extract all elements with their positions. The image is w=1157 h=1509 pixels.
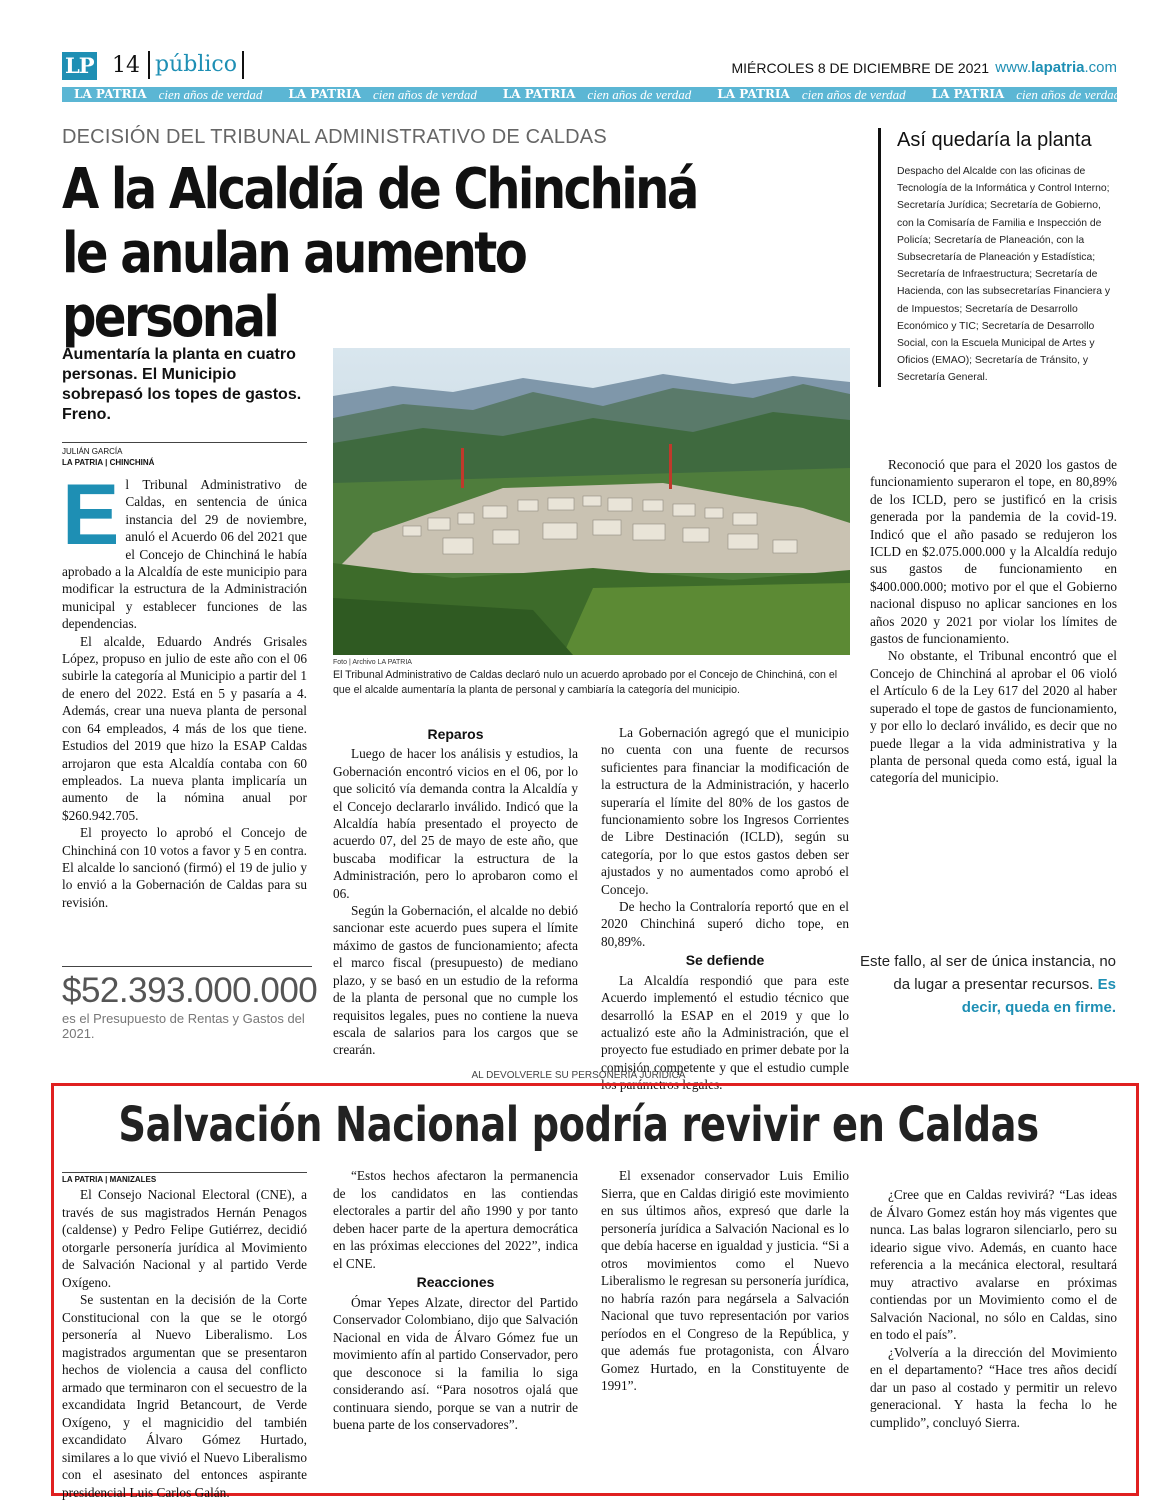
paragraph: “Estos hechos afectaron la permanencia de los candidatos en las contiendas electorales a partir del año 1990 y por tanto deben hacer parte de la apertura democrática en las próximas elecciones del 2022”, indica el CNE. (333, 1168, 578, 1271)
paragraph: Ómar Yepes Alzate, director del Partido Conservador Colombiano, dijo que Salvación Nacional en vida de Álvaro Gómez fue un movimiento afín al partido Conservador, pero que desconoce si la familia lo siga considerando así. “Para nosotros ojalá que continuara siendo, porque se van a nutrir de buena parte de los conservadores”. (333, 1294, 578, 1432)
subhead-reparos: Reparos (427, 726, 484, 742)
article-deck: Aumentaría la planta en cuatro personas. El Municipio sobrepasó los topes de gastos. Freno. (62, 346, 302, 423)
photo-credit: Foto | Archivo LA PATRIA (333, 659, 412, 666)
page-number: 14 (112, 53, 140, 78)
strip-slogan: cien años de verdad (372, 87, 477, 102)
headline-line-1: A la Alcaldía de Chinchiná (62, 157, 697, 222)
sidebar-box (878, 128, 1118, 387)
article2-headline: Salvación Nacional podría revivir en Caldas (118, 1097, 1039, 1153)
stat-label: es el Presupuesto de Rentas y Gastos del 2021. (62, 1011, 305, 1041)
byline-outlet: LA PATRIA | CHINCHINÁ (62, 458, 155, 467)
website-link[interactable] (995, 59, 1117, 76)
paragraph: La Alcaldía respondió que para este Acuerdo implementó el estudio técnico que desarrolló la ESAP en el 2019 y que lo actualizó este año la Administración, que el proyecto fue estudiado en primer debate por la comisión competente y que el estudio cumple los parámetros legales. (601, 972, 849, 1093)
issue-date: MIÉRCOLES 8 DE DICIEMBRE DE 2021 (731, 60, 989, 76)
paragraph: El alcalde, Eduardo Andrés Grisales López, propuso en julio de este año con el 06 subirle la categoría al Municipio a partir del 1 de enero del 2022. Está en 5 y pasaría a 4. Además, crear una nueva planta de personal con 64 empleados, 4 más de los que tiene. Estudios del 2019 que hizo la ESAP Caldas arrojaron que esta Alcaldía contaba con 60 empleados. La nueva planta implicaría un aumento de la nómina anual por $260.942.705. (62, 633, 307, 823)
subhead-se-defiende: Se defiende (685, 952, 765, 969)
subhead-reacciones: Reacciones (416, 1274, 495, 1290)
photo-caption: El Tribunal Administrativo de Caldas declaró nulo un acuerdo aprobado por el Concejo de Chinchiná, con el que el alcalde aumentaría la planta de personal y cambiaría la categoría del municipio. (333, 669, 838, 696)
web-prefix: www. (995, 59, 1032, 76)
article2-column-4 (870, 1186, 1117, 1431)
strip-brand: LA PATRIA (502, 87, 576, 101)
paragraph: El Consejo Nacional Electoral (CNE), a través de sus magistrados Hernán Penagos (caldense) y Pedro Felipe Gutiérrez, decidió otorgarle personería jurídica al Movimiento de Salvación Nacional y al partido Verde Oxígeno. (62, 1187, 307, 1290)
article2-byline: LA PATRIA | MANIZALES (62, 1172, 307, 1184)
paragraph: El proyecto lo aprobó el Concejo de Chinchiná con 10 votos a favor y 5 en contra. El alcalde lo sancionó (firmó) el 19 de julio y lo envió a la Gobernación de Caldas para su revisión. (62, 825, 307, 910)
dropcap: E (62, 467, 120, 563)
paragraph: El exsenador conservador Luis Emilio Sierra, que en Caldas dirigió este movimiento en sus últimos años, expresó que darle la personería jurídica a Salvación Nacional es lo que debía hacerse en igualdad y justicia. “Si a otros movimientos como el Nuevo Liberalismo le regresan su personería jurídica, no habría razón para negársela a Salvación Nacional que tuvo representación por varios períodos en el Congreso de la República, y que además fue protagonista, con Álvaro Gomez Hurtado, en la Constituyente de 1991”. (601, 1168, 849, 1393)
article2-column-2 (333, 1167, 578, 1432)
paragraph: ¿Cree que en Caldas revivirá? “Las ideas de Álvaro Gomez están hoy más vigentes que nunca. Las balas lograron silenciarlo, pero su ideario sigue vivo. Además, en cuanto hace referencia a la mecánica electoral, resultará muy atractivo avalarse en próximas contiendas por un Movimiento como el de Salvación Nacional, no sólo en Caldas, sino en todo el país”. (870, 1187, 1117, 1342)
article2-column-1 (62, 1186, 307, 1500)
strip-brand: LA PATRIA (717, 87, 790, 101)
strip-brand: LA PATRIA (931, 87, 1005, 101)
article-photo (333, 348, 850, 655)
strip-brand: LA PATRIA (288, 87, 361, 101)
paragraph-text: l Tribunal Administrativo de Caldas, en sentencia de única instancia del 29 de noviembre, anuló el Acuerdo 06 del 2021 que el Concejo de Chinchiná le había aprobado a la Alcaldía de este municipio para modificar la estructura de la Administración municipal y establecer funciones de las dependencias. (62, 477, 307, 632)
article-column-4 (870, 456, 1117, 787)
article-column-2 (333, 724, 578, 1059)
paragraph: Según la Gobernación, el alcalde no debió sancionar este acuerdo pues supera el límite máximo de gastos de funcionamiento; afecta el marco fiscal (presupuesto) de mediano plazo, y se basó en un estudio de la reforma de la planta de personal que no cumple los requisitos legales, pues no contiene la nueva escala de salarios para los cargos que se crearán. (333, 903, 578, 1058)
brand-strip (62, 87, 1121, 102)
web-brand: lapatria (1031, 59, 1085, 76)
strip-slogan: cien años de verdad (1016, 87, 1121, 102)
article2-column-3 (601, 1167, 849, 1447)
section-name: público (148, 51, 244, 79)
byline (62, 442, 307, 468)
paragraph: Se sustentan en la decisión de la Corte Constitucional con la que se le otorgó personería al Nuevo Liberalismo. Los magistrados argumentan que se presentaron hechos de violencia a causa del conflicto armado que terminaron con el secuestro de la excandidata Ingrid Betancourt, de Verde Oxígeno, y el magnicidio del también excandidato Álvaro Gómez Hurtado, similares a lo que vivió el Nuevo Liberalismo con el asesinato del entonces aspirante presidencial Luis Carlos Galán. (62, 1292, 307, 1500)
author-name: JULIÁN GARCÍA (62, 447, 123, 456)
logo: LP (62, 52, 97, 80)
pull-quote-text: Este fallo, al ser de única instancia, no da lugar a presentar recursos. (860, 953, 1116, 993)
strip-slogan: cien años de verdad (801, 87, 906, 102)
paragraph: De hecho la Contraloría reportó que en el 2020 Chinchiná superó dicho tope, en 80,89%. (601, 899, 849, 949)
stat-value: $52.393.000.000 (62, 971, 318, 1010)
strip-brand: LA PATRIA (74, 87, 147, 101)
paragraph (62, 467, 307, 633)
strip-slogan: cien años de verdad (587, 87, 692, 102)
masthead (62, 50, 1117, 86)
paragraph: Luego de hacer los análisis y estudios, la Gobernación encontró vicios en el 06, por lo que solicitó vía demanda contra la Alcaldía y el Concejo declararlo inválido. Indicó que la Alcaldía había presentado el proyecto de acuerdo 07, del 25 de mayo de este año, que buscaba modificar la estructura de la Administración, pero lo aprobaron como el 06. (333, 746, 578, 901)
article-kicker: DECISIÓN DEL TRIBUNAL ADMINISTRATIVO DE CALDAS (62, 126, 607, 148)
sidebar-body: Despacho del Alcalde con las oficinas de Tecnología de la Informática y Control Interno; Secretaría Jurídica; Secretaría de Gobierno, con la Comisaría de Familia e Inspección de Policía; Secretaría de Planeación, con la Subsecretaría de Planeación y Estadística; Secretaría de Infraestructura; Secretaría de Hacienda, con las subsecretarías Financiera y de Impuestos; Secretaría de Desarrollo Económico y TIC; Secretaría de Desarrollo Social, con la Escuela Municipal de Artes y Oficios (EMAO); Secretaría de Tránsito, y Secretaría General. (897, 166, 1111, 384)
paragraph: La Gobernación agregó que el municipio no cuenta con una fuente de recursos suficientes para financiar la modificación de la estructura de la Administración, y hacerlo superaría el límite del 80% de los gastos de funcionamiento sobre los Ingresos Corrientes de Libre Destinación (ICLD), según su categoría, por lo que estos gastos deben ser ajustados y no aumentados como aprobó el Concejo. (601, 725, 849, 897)
paragraph: Reconoció que para el 2020 los gastos de funcionamiento superaron el tope, en 80,89% de los ICLD, pero se justificó en la crisis generada por la pandemia de la covid-19. Indicó que el año pasado se redujeron los ICLD en $2.075.000.000 y la Alcaldía redujo sus gastos de funcionamiento en $400.000.000; motivo por el que el Gobierno nacional dispuso no aplicar sanciones en los años 2020 y 2021 por violar los límites de gastos de funcionamiento. (870, 457, 1117, 647)
article2-kicker: AL DEVOLVERLE SU PERSONERÍA JURÍDICA (471, 1070, 686, 1081)
headline-line-2: le anulan aumento personal (62, 221, 526, 350)
article-column-1 (62, 467, 307, 911)
strip-slogan: cien años de verdad (158, 87, 263, 102)
landscape-photo (333, 348, 850, 655)
paragraph: ¿Volvería a la dirección del Movimiento en el departamento? “Hace tres años decidí dar un paso al costado y permitir un relevo generacional. Y hasta la fecha lo he cumplido”, concluyó Sierra. (870, 1344, 1117, 1430)
paragraph: No obstante, el Tribunal encontró que el Concejo de Chinchiná al aprobar el 06 violó el Artículo 6 de la Ley 617 del 2020 al haber superado el tope de gastos de funcionamiento, y por ello lo declaró inválido, es decir que no puede llegar a la vida administrativa y la planta de personal queda como está, igual la categoría del municipio. (870, 648, 1117, 786)
article-headline (62, 158, 741, 350)
sidebar-title: Así quedaría la planta (897, 129, 1092, 151)
pull-quote (860, 950, 1116, 1019)
stat-box (62, 966, 318, 1041)
article-column-3 (601, 724, 849, 1094)
pull-quote-highlight: Es decir, queda en firme. (961, 976, 1116, 1016)
web-suffix: .com (1084, 59, 1117, 76)
